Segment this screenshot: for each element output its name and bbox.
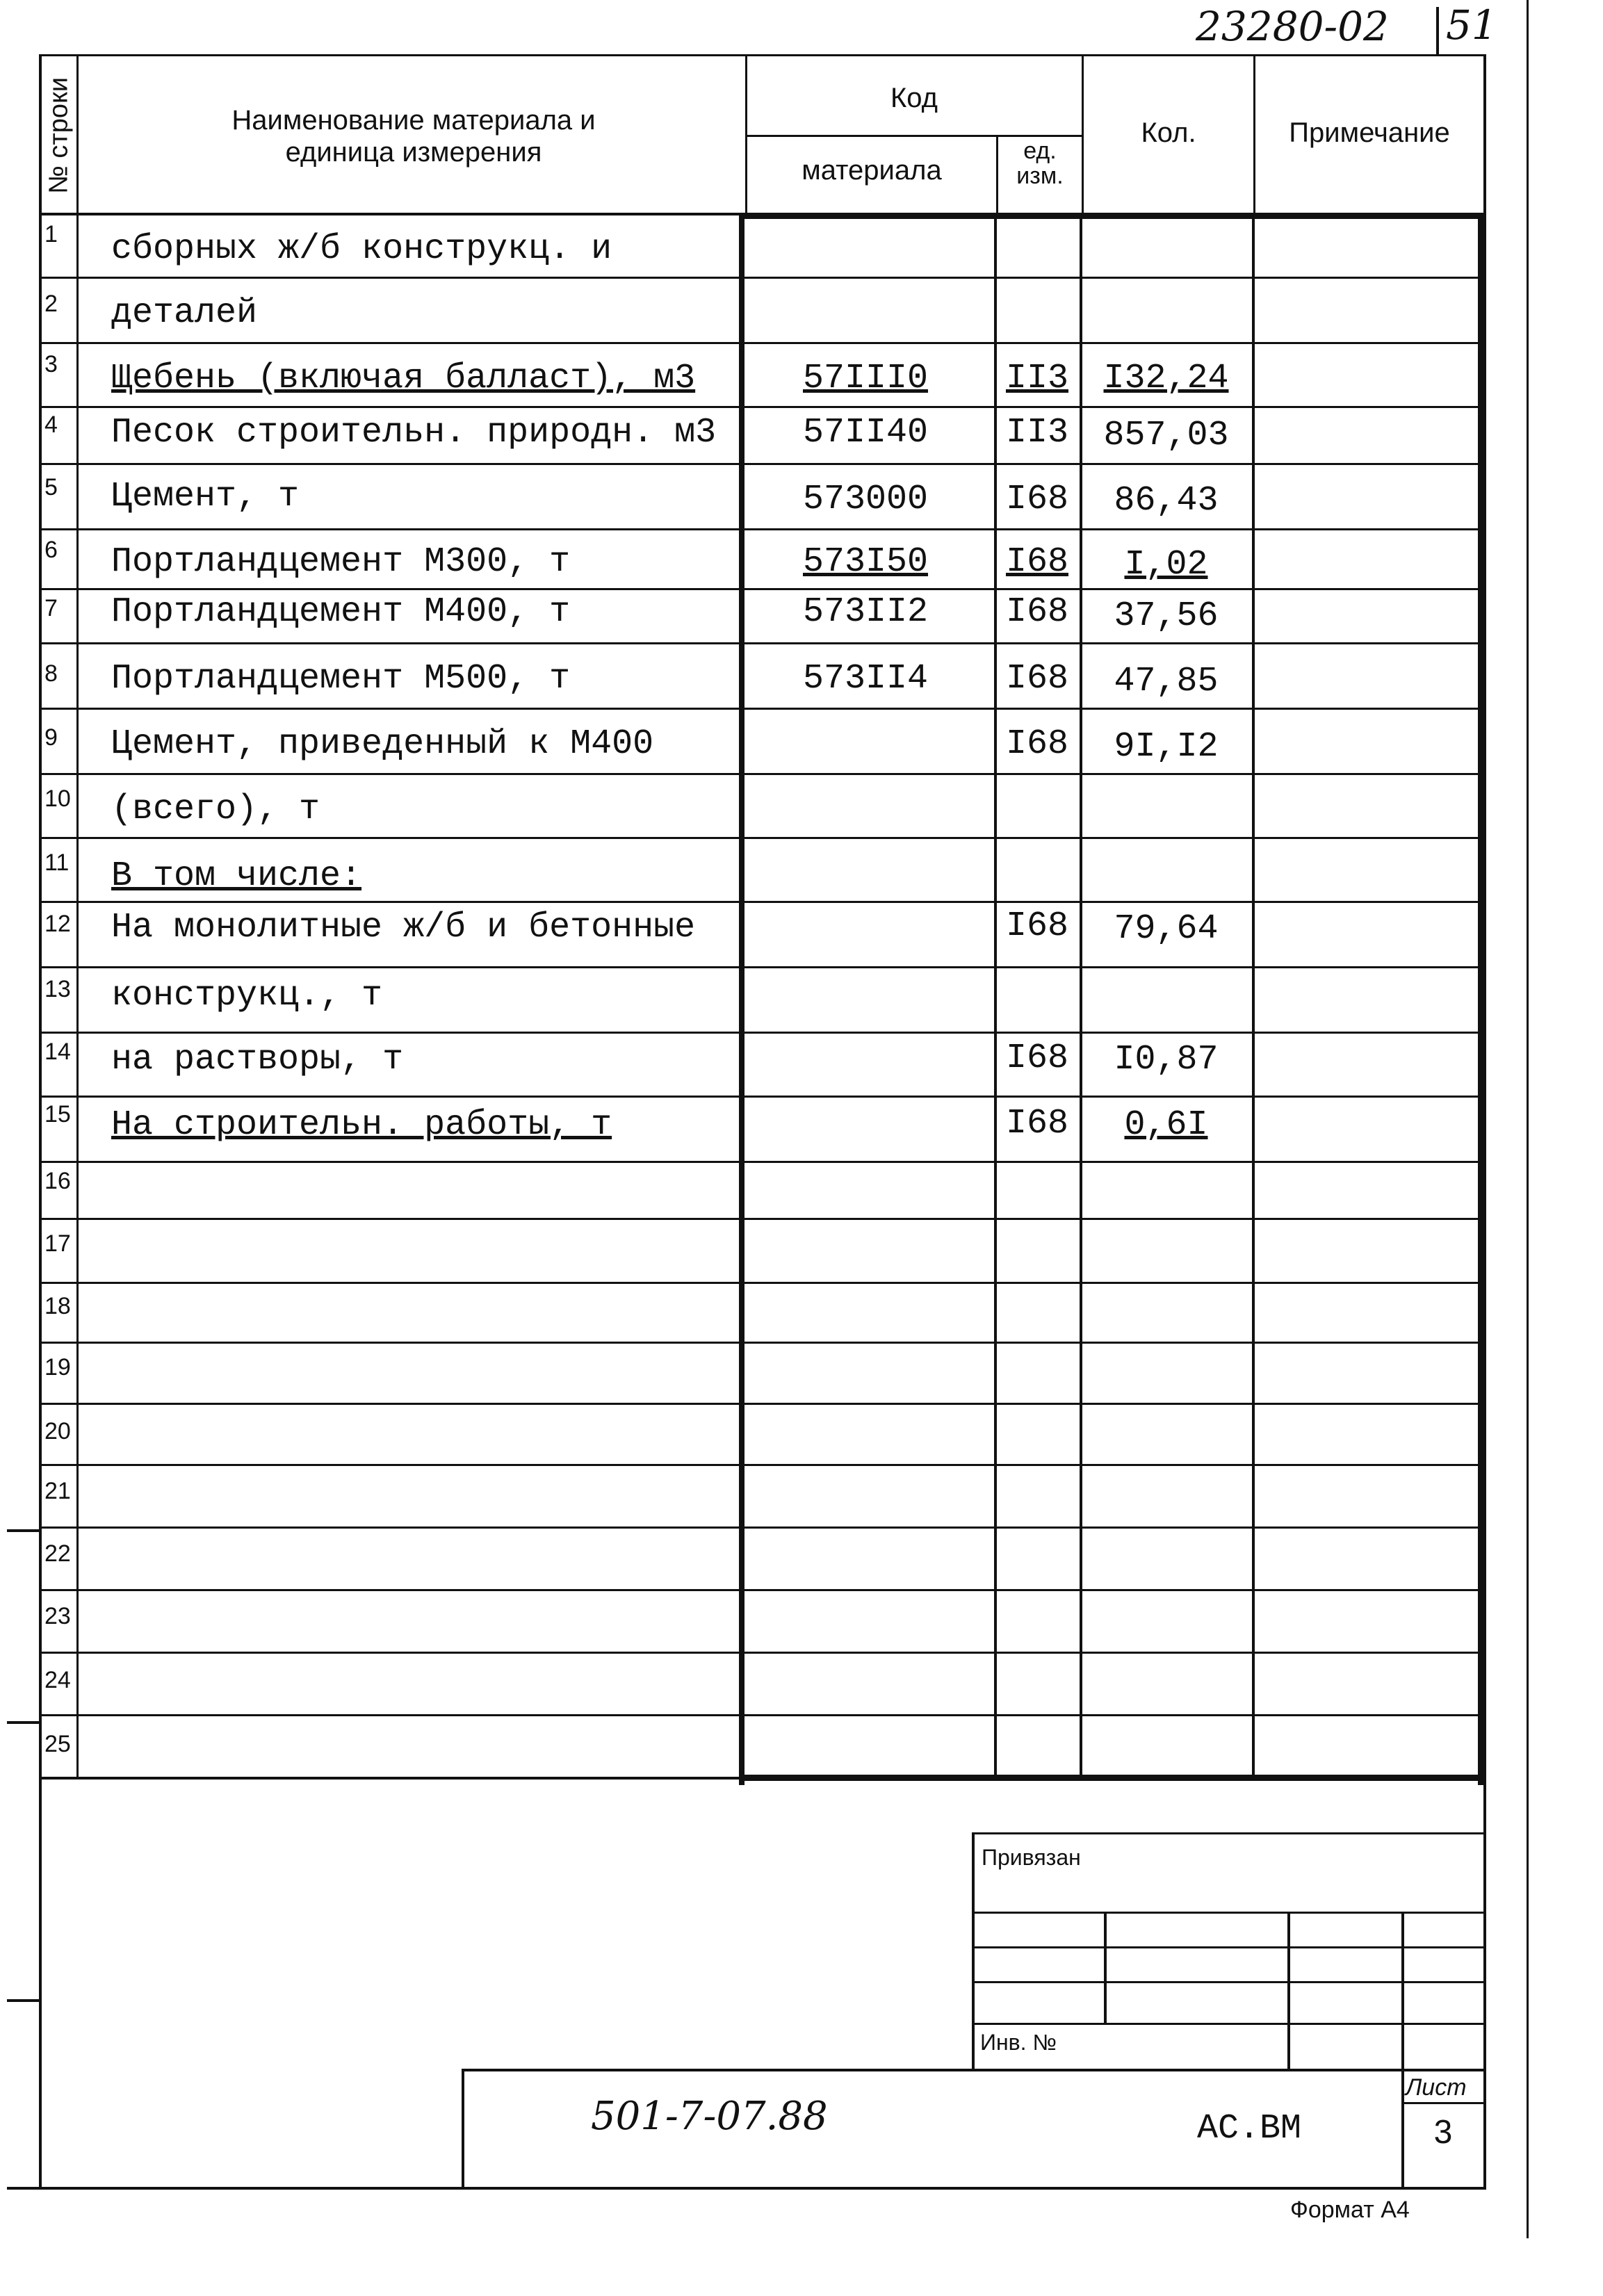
qty-header: Кол. — [1141, 117, 1196, 148]
row-number: 22 — [44, 1540, 71, 1567]
row-number: 19 — [44, 1354, 71, 1381]
row-number: 13 — [44, 976, 71, 1002]
row-number: 5 — [44, 474, 58, 500]
inv-number-label: Инв. № — [980, 2030, 1057, 2055]
stamp-line — [972, 1912, 1485, 1914]
material-name: сборных ж/б конструкц. и — [111, 229, 612, 269]
linked-label: Привязан — [982, 1845, 1081, 1870]
code-unit-header-line2: изм. — [1016, 162, 1064, 189]
row-line — [39, 901, 1485, 903]
stamp-line — [972, 1981, 1485, 1983]
code-unit-header — [998, 139, 1082, 188]
stamp-line — [1401, 2102, 1485, 2104]
col-line-rownum — [76, 54, 79, 1780]
row-line — [39, 528, 1485, 530]
page-number: 51 — [1446, 1, 1497, 49]
code-unit-header-line1: ед. — [1023, 138, 1057, 164]
row-line — [39, 1096, 1485, 1098]
material-name: На монолитные ж/б и бетонные — [111, 908, 696, 947]
material-code: 57III0 — [802, 359, 929, 398]
row-number: 23 — [44, 1603, 71, 1629]
quantity: I0,87 — [1114, 1040, 1219, 1080]
row-line — [39, 1161, 1485, 1163]
unit-code: II3 — [1005, 359, 1068, 398]
margin-tick — [7, 1529, 42, 1532]
unit-code: I68 — [1005, 906, 1068, 946]
material-name: Портландцемент М500, т — [111, 659, 571, 699]
bold-frame-bottom — [739, 1775, 1485, 1781]
row-number-header-text: № строки — [44, 77, 74, 194]
row-line — [39, 463, 1485, 465]
material-name: На строительн. работы, т — [111, 1105, 612, 1145]
row-number: 20 — [44, 1418, 71, 1444]
stamp-line — [1287, 1912, 1290, 2070]
material-code: 57II40 — [802, 413, 929, 453]
row-number: 12 — [44, 911, 71, 937]
col-line-code — [745, 54, 747, 214]
bold-frame-right — [1478, 213, 1485, 1785]
row-line — [39, 277, 1485, 279]
row-number: 16 — [44, 1168, 71, 1194]
row-line — [39, 1342, 1485, 1344]
row-line — [39, 966, 1485, 968]
note-header: Примечание — [1289, 117, 1450, 148]
name-header-line2: единица измерения — [285, 137, 542, 168]
frame-top — [39, 54, 1485, 56]
stamp-line — [462, 2069, 1485, 2071]
unit-code: I68 — [1005, 480, 1068, 519]
margin-tick — [7, 1721, 42, 1724]
unit-code: I68 — [1005, 592, 1068, 632]
material-name: Портландцемент М300, т — [111, 542, 571, 582]
row-line — [39, 1218, 1485, 1220]
row-number: 11 — [44, 849, 70, 876]
stamp-line — [972, 1832, 975, 2070]
stamp-line — [1104, 1912, 1107, 2023]
body-bottom-line — [39, 1777, 741, 1780]
quantity: 0,6I — [1124, 1105, 1208, 1145]
sheet-label: Лист — [1406, 2074, 1467, 2101]
document-number: 23280-02 — [1196, 3, 1389, 50]
material-name: деталей — [111, 293, 258, 333]
code-header: Код — [890, 83, 938, 113]
row-line — [39, 1652, 1485, 1654]
row-line — [39, 1403, 1485, 1405]
row-line — [39, 1714, 1485, 1716]
material-name: (всего), т — [111, 790, 320, 829]
row-number: 3 — [44, 351, 58, 377]
code-material-header: материала — [802, 155, 942, 186]
quantity: 47,85 — [1114, 662, 1219, 701]
row-number: 4 — [44, 412, 58, 438]
row-line — [39, 708, 1485, 710]
quantity: I32,24 — [1103, 359, 1229, 398]
row-line — [39, 642, 1485, 644]
row-number: 10 — [44, 785, 71, 812]
row-line — [39, 1526, 1485, 1529]
row-number: 15 — [44, 1101, 71, 1127]
material-name: на растворы, т — [111, 1040, 404, 1080]
row-number: 21 — [44, 1478, 71, 1504]
material-code: 573000 — [802, 480, 929, 519]
row-number: 1 — [44, 221, 58, 247]
material-name: Песок строительн. природн. м3 — [111, 413, 717, 453]
paper-format: Формат А4 — [1290, 2197, 1410, 2223]
stamp-line — [462, 2069, 464, 2188]
row-number: 7 — [44, 595, 58, 621]
row-line — [39, 1464, 1485, 1466]
row-number: 18 — [44, 1293, 71, 1319]
material-name: Цемент, т — [111, 477, 300, 516]
quantity: 79,64 — [1114, 909, 1219, 949]
material-code: 573I50 — [802, 542, 929, 582]
material-name: В том числе: — [111, 856, 362, 896]
unit-code: I68 — [1005, 1039, 1068, 1078]
quantity: I,02 — [1124, 545, 1208, 585]
frame-bottom — [7, 2187, 1486, 2190]
row-number: 9 — [44, 724, 58, 751]
material-code: 573II2 — [802, 592, 929, 632]
row-number: 25 — [44, 1731, 71, 1757]
row-line — [39, 1032, 1485, 1034]
header-code-split — [745, 135, 1083, 137]
material-name: конструкц., т — [111, 976, 383, 1016]
unit-code: I68 — [1005, 659, 1068, 699]
name-header-line1: Наименование материала и — [231, 105, 596, 136]
quantity: 37,56 — [1114, 596, 1219, 636]
stamp-line — [972, 2023, 1485, 2025]
right-edge-line — [1527, 0, 1529, 2238]
quantity: 9I,I2 — [1114, 727, 1219, 767]
row-number: 2 — [44, 291, 58, 317]
row-number: 14 — [44, 1039, 71, 1065]
material-code: 573II4 — [802, 659, 929, 699]
row-line — [39, 588, 1485, 590]
margin-tick — [7, 1999, 42, 2002]
quantity: 857,03 — [1103, 416, 1229, 455]
row-line — [39, 342, 1485, 344]
unit-code: I68 — [1005, 724, 1068, 764]
document-code: АС.ВМ — [1197, 2109, 1302, 2149]
row-number: 17 — [44, 1230, 71, 1257]
row-line — [39, 837, 1485, 839]
material-name: Щебень (включая балласт), м3 — [111, 359, 696, 398]
row-number: 8 — [44, 660, 58, 687]
body-col-note — [1252, 213, 1255, 1778]
sheet-value: 3 — [1433, 2114, 1453, 2151]
material-name: Цемент, приведенный к М400 — [111, 724, 654, 764]
row-number-header — [42, 63, 76, 209]
unit-code: I68 — [1005, 1104, 1068, 1143]
stamp-line — [972, 1832, 1485, 1834]
row-line — [39, 1589, 1485, 1591]
row-line — [39, 1282, 1485, 1284]
material-name: Портландцемент М400, т — [111, 592, 571, 632]
quantity: 86,43 — [1114, 481, 1219, 521]
row-number: 6 — [44, 537, 58, 563]
designation: 501-7-07.88 — [591, 2094, 828, 2139]
row-number: 24 — [44, 1667, 71, 1693]
name-header — [83, 104, 744, 168]
row-line — [39, 773, 1485, 775]
page-number-divider — [1436, 7, 1439, 56]
bold-frame-top — [739, 213, 1485, 219]
unit-code: I68 — [1005, 542, 1068, 582]
stamp-line — [972, 1946, 1485, 1948]
row-line — [39, 406, 1485, 408]
unit-code: II3 — [1005, 413, 1068, 453]
